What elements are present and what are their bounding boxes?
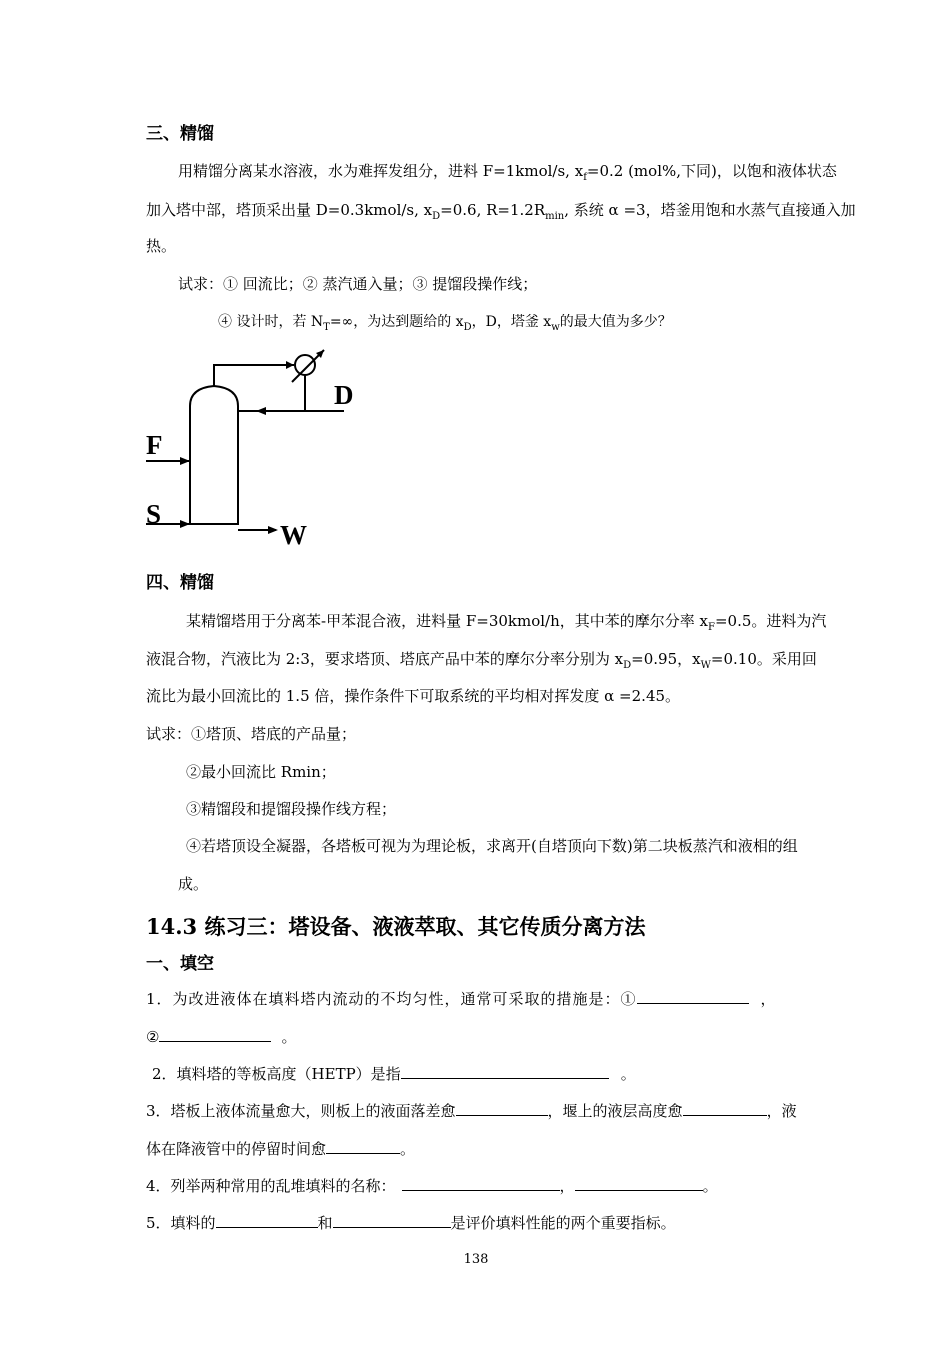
blank-2[interactable] — [401, 1062, 609, 1079]
section-4-title: 四、精馏 — [146, 573, 214, 593]
label-w: W — [280, 520, 307, 550]
label-s: S — [146, 499, 162, 529]
blank-1-2[interactable] — [159, 1025, 271, 1042]
sec4-paragraph-line-3: 流比为最小回流比的 1.5 倍，操作条件下可取系统的平均相对挥发度 α =2.45。 — [146, 687, 681, 705]
distillation-column-diagram — [144, 348, 360, 552]
blank-3-2[interactable] — [683, 1099, 767, 1116]
fill-blank-1-cont: ② 。 — [146, 1025, 296, 1047]
sec3-paragraph-line-3: 热。 — [146, 237, 177, 255]
sec3-paragraph-line-2: 加入塔中部，塔顶采出量 D=0.3kmol/s, $x_D=0.6$, $R=1.2R_{min}$, 系统 α =3，塔釜用饱和水蒸气直接通入加 — [146, 201, 856, 222]
sec4-question-4: ④若塔顶设全凝器，各塔板可视为为理论板，求离开(自塔顶向下数)第二块板蒸汽和液相的组 — [186, 837, 798, 855]
sec3-questions: 试求：① 回流比；② 蒸汽通入量；③ 提馏段操作线； — [178, 275, 538, 293]
section-14-3-title: 14.3 练习三：塔设备、液液萃取、其它传质分离方法 — [146, 914, 646, 939]
bottoms-arrow — [268, 526, 278, 534]
fill-blank-5: 5．填料的 和 是评价填料性能的两个重要指标。 — [146, 1211, 676, 1233]
fill-blank-3-cont: 体在降液管中的停留时间愈 。 — [146, 1137, 415, 1159]
vapor-arrow — [286, 361, 294, 369]
feed-arrow — [180, 457, 190, 465]
reflux-arrow — [256, 407, 266, 415]
sec4-question-3: ③精馏段和提馏段操作线方程； — [186, 800, 397, 818]
fill-blank-4: 4．列举两种常用的乱堆填料的名称： ， 。 — [146, 1174, 718, 1196]
blank-3-3[interactable] — [326, 1137, 400, 1154]
sec4-paragraph-line-1: 某精馏塔用于分离苯-甲苯混合液，进料量 F=30kmol/h，其中苯的摩尔分率 $x_F=0.5$。进料为汽 — [186, 612, 827, 633]
blank-4-2[interactable] — [575, 1174, 703, 1191]
sec4-paragraph-line-2: 液混合物，汽液比为 2:3，要求塔顶、塔底产品中苯的摩尔分率分别为 $x_D=0.95$，$x_W=0.10$。采用回 — [146, 650, 817, 671]
fill-blank-title: 一、填空 — [146, 954, 214, 974]
sec4-question-4-cont: 成。 — [178, 875, 209, 893]
fill-blank-1: 1．为改进液体在填料塔内流动的不均匀性，通常可采取的措施是：① ， — [146, 987, 777, 1009]
blank-3-1[interactable] — [456, 1099, 548, 1116]
blank-5-2[interactable] — [333, 1211, 451, 1228]
page-number: 138 — [463, 1252, 489, 1267]
sec4-question-1: 试求：①塔顶、塔底的产品量； — [146, 725, 357, 743]
label-f: F — [146, 430, 163, 460]
label-d: D — [334, 380, 354, 410]
condenser-icon — [295, 355, 315, 375]
fill-blank-3: 3．塔板上液体流量愈大，则板上的液面落差愈 ，堰上的液层高度愈 ，液 — [146, 1099, 797, 1121]
blank-4-1[interactable] — [402, 1174, 560, 1191]
blank-1-1[interactable] — [637, 987, 749, 1004]
section-3-title: 三、精馏 — [146, 124, 214, 144]
steam-arrow — [180, 520, 190, 528]
fill-blank-2: 2．填料塔的等板高度（HETP）是指 。 — [152, 1062, 636, 1084]
sec4-question-2: ②最小回流比 Rmin； — [186, 763, 336, 781]
sec3-paragraph-line-1: 用精馏分离某水溶液，水为难挥发组分，进料 F=1kmol/s, $x_f=0.2$ (mol%,下同)，以饱和液体状态 — [178, 162, 837, 183]
blank-5-1[interactable] — [216, 1211, 318, 1228]
vapor-line — [214, 365, 294, 386]
column-shell — [190, 386, 238, 524]
sec3-question-4: ④ 设计时，若 $N_T=\infty$，为达到题给的 $x_D$，D，塔釜 $x_w$的最大值为多少？ — [218, 314, 672, 333]
